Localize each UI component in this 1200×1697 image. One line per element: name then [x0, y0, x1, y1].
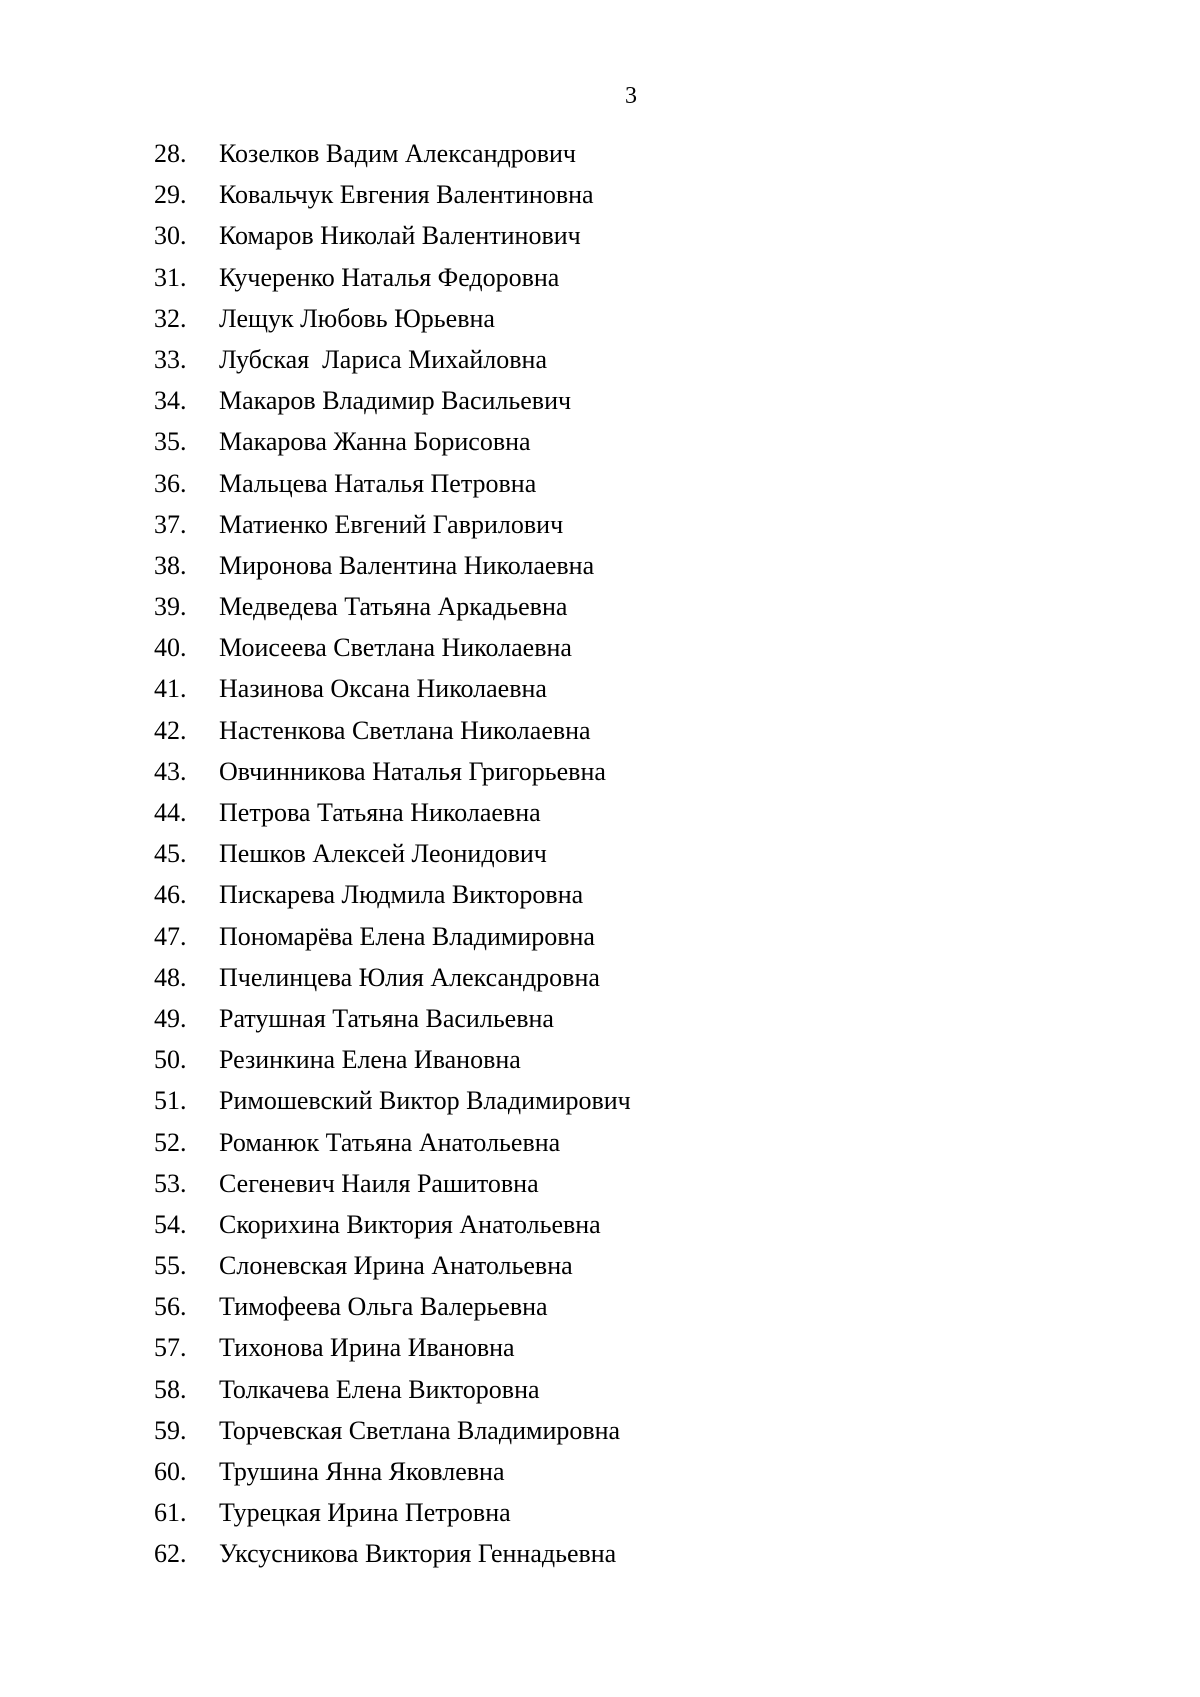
list-item [154, 139, 631, 180]
list-item-name: Торчевская Светлана Владимировна [219, 1415, 621, 1445]
list-item [154, 1169, 631, 1210]
list-item-name: Слоневская Ирина Анатольевна [219, 1251, 573, 1281]
list-item-name: Макаров Владимир Васильевич [219, 386, 572, 416]
list-item-name: Комаров Николай Валентинович [219, 221, 581, 251]
list-item-number: 54. [154, 1209, 187, 1239]
list-item [154, 221, 631, 262]
list-item [154, 1086, 631, 1127]
list-item [154, 1457, 631, 1498]
list-item-name: Пешков Алексей Леонидович [219, 839, 547, 869]
list-item-name: Пчелинцева Юлия Александровна [219, 962, 600, 992]
list-item-number: 58. [154, 1374, 187, 1404]
list-item-name: Толкачева Елена Викторовна [219, 1374, 540, 1404]
list-item [154, 922, 631, 963]
list-item-number: 56. [154, 1292, 187, 1322]
list-item-number: 41. [154, 674, 187, 704]
list-item-number: 59. [154, 1415, 187, 1445]
list-item-name: Петрова Татьяна Николаевна [219, 798, 541, 827]
list-item [154, 633, 631, 674]
list-item-number: 44. [154, 798, 187, 827]
list-item-name: Резинкина Елена Ивановна [219, 1045, 521, 1075]
list-item-number: 33. [154, 344, 187, 374]
list-item [154, 1210, 631, 1251]
list-item-name: Настенкова Светлана Николаевна [219, 715, 591, 745]
list-item [154, 1128, 631, 1169]
list-item [154, 674, 631, 715]
list-item-name: Тихонова Ирина Ивановна [219, 1333, 515, 1363]
list-item-name: Пискарева Людмила Викторовна [219, 880, 584, 910]
name-list [154, 139, 631, 1581]
list-item-number: 30. [154, 221, 187, 251]
list-item-number: 50. [154, 1045, 187, 1075]
list-item [154, 1375, 631, 1416]
list-item-number: 38. [154, 550, 187, 580]
list-item-number: 40. [154, 633, 187, 663]
list-item [154, 510, 631, 551]
list-item-number: 47. [154, 921, 187, 951]
list-item-name: Моисеева Светлана Николаевна [219, 633, 572, 663]
list-item [154, 1498, 631, 1539]
list-item-number: 51. [154, 1086, 187, 1116]
list-item [154, 798, 631, 839]
list-item [154, 263, 631, 304]
list-item-name: Трушина Янна Яковлевна [219, 1457, 505, 1486]
list-item-number: 52. [154, 1127, 187, 1157]
list-item-name: Лубская Лариса Михайловна [219, 344, 547, 374]
list-item-number: 29. [154, 180, 187, 210]
list-item [154, 592, 631, 633]
list-item-name: Тимофеева Ольга Валерьевна [219, 1292, 548, 1322]
list-item [154, 1045, 631, 1086]
list-item [154, 963, 631, 1004]
list-item [154, 716, 631, 757]
list-item-number: 42. [154, 715, 187, 745]
list-item-name: Козелков Вадим Александрович [219, 139, 576, 168]
list-item-name: Уксусникова Виктория Геннадьевна [219, 1539, 617, 1569]
list-item-name: Римошевский Виктор Владимирович [219, 1086, 631, 1116]
list-item [154, 1251, 631, 1292]
list-item-number: 62. [154, 1539, 187, 1569]
list-item [154, 1539, 631, 1580]
list-item-number: 48. [154, 962, 187, 992]
list-item [154, 469, 631, 510]
list-item-number: 46. [154, 880, 187, 910]
list-item [154, 551, 631, 592]
list-item-number: 60. [154, 1457, 187, 1486]
list-item-number: 35. [154, 427, 187, 457]
list-item-number: 45. [154, 839, 187, 869]
list-item-name: Медведева Татьяна Аркадьевна [219, 592, 568, 622]
list-item-number: 36. [154, 468, 187, 498]
list-item-name: Назинова Оксана Николаевна [219, 674, 547, 704]
list-item [154, 1292, 631, 1333]
list-item-number: 57. [154, 1333, 187, 1363]
list-item-number: 53. [154, 1168, 187, 1198]
list-item-number: 28. [154, 139, 187, 168]
list-item-number: 32. [154, 303, 187, 333]
list-item [154, 1416, 631, 1457]
list-item-number: 55. [154, 1251, 187, 1281]
list-item-name: Кучеренко Наталья Федоровна [219, 262, 560, 292]
list-item [154, 839, 631, 880]
list-item [154, 757, 631, 798]
list-item [154, 427, 631, 468]
list-item [154, 1004, 631, 1045]
list-item [154, 345, 631, 386]
list-item [154, 386, 631, 427]
list-item-name: Пономарёва Елена Владимировна [219, 921, 595, 951]
list-item-number: 39. [154, 592, 187, 622]
page-number: 3 [625, 83, 637, 109]
list-item [154, 180, 631, 221]
list-item-number: 34. [154, 386, 187, 416]
list-item-number: 31. [154, 262, 187, 292]
list-item-name: Макарова Жанна Борисовна [219, 427, 531, 457]
list-item-number: 49. [154, 1003, 187, 1033]
list-item [154, 304, 631, 345]
list-item-name: Романюк Татьяна Анатольевна [219, 1127, 561, 1157]
list-item-name: Турецкая Ирина Петровна [219, 1498, 511, 1528]
list-item-name: Ковальчук Евгения Валентиновна [219, 180, 594, 210]
list-item-name: Сегеневич Наиля Рашитовна [219, 1168, 539, 1198]
list-item-name: Матиенко Евгений Гаврилович [219, 509, 564, 539]
list-item [154, 1333, 631, 1374]
list-item-name: Миронова Валентина Николаевна [219, 550, 595, 580]
list-item-name: Ратушная Татьяна Васильевна [219, 1003, 554, 1033]
list-item-name: Скорихина Виктория Анатольевна [219, 1209, 601, 1239]
list-item-number: 37. [154, 509, 187, 539]
list-item-name: Лещук Любовь Юрьевна [219, 303, 495, 333]
list-item [154, 880, 631, 921]
list-item-name: Мальцева Наталья Петровна [219, 468, 537, 498]
list-item-number: 61. [154, 1498, 187, 1528]
list-item-number: 43. [154, 756, 187, 786]
list-item-name: Овчинникова Наталья Григорьевна [219, 756, 606, 786]
